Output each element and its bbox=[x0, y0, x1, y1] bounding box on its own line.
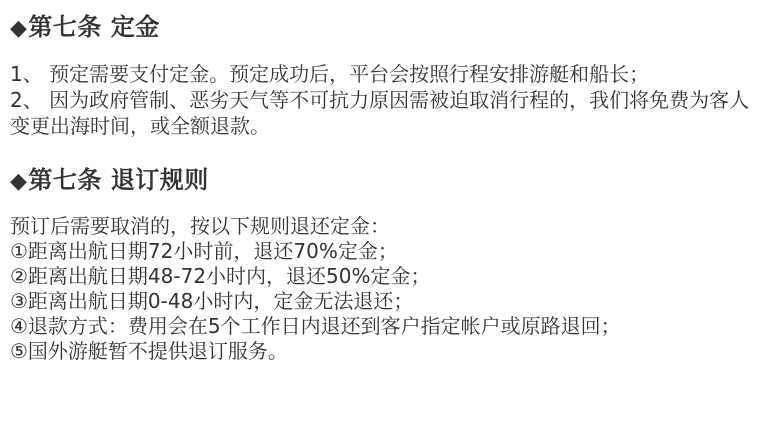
section-heading-deposit bbox=[10, 12, 756, 44]
policy-line: 2、 因为政府管制、恶劣天气等不可抗力原因需被迫取消行程的，我们将免费为客人变更出海时间，或全额退款。 bbox=[10, 88, 750, 138]
diamond-bullet-icon: ◆ bbox=[10, 16, 28, 41]
policy-line: ⑤国外游艇暂不提供退订服务。 bbox=[10, 339, 288, 363]
policy-line: ①距离出航日期72小时前，退还70%定金； bbox=[10, 239, 398, 263]
section-title-cancellation: 第七条 退订规则 bbox=[28, 166, 209, 194]
section-title-deposit: 第七条 定金 bbox=[28, 13, 160, 41]
cancellation-rules-list bbox=[10, 214, 756, 364]
section-heading-cancellation bbox=[10, 165, 756, 197]
policy-line: ③距离出航日期0-48小时内，定金无法退还； bbox=[10, 289, 414, 313]
policy-line: 预订后需要取消的，按以下规则退还定金： bbox=[10, 214, 390, 238]
policy-line: 1、 预定需要支付定金。预定成功后，平台会按照行程安排游艇和船长； bbox=[10, 62, 650, 86]
policy-line: ④退款方式：费用会在5个工作日内退还到客户指定帐户或原路退回； bbox=[10, 314, 621, 338]
deposit-rules-list bbox=[10, 61, 756, 139]
diamond-bullet-icon: ◆ bbox=[10, 169, 28, 194]
policy-line: ②距离出航日期48-72小时内，退还50%定金； bbox=[10, 264, 431, 288]
